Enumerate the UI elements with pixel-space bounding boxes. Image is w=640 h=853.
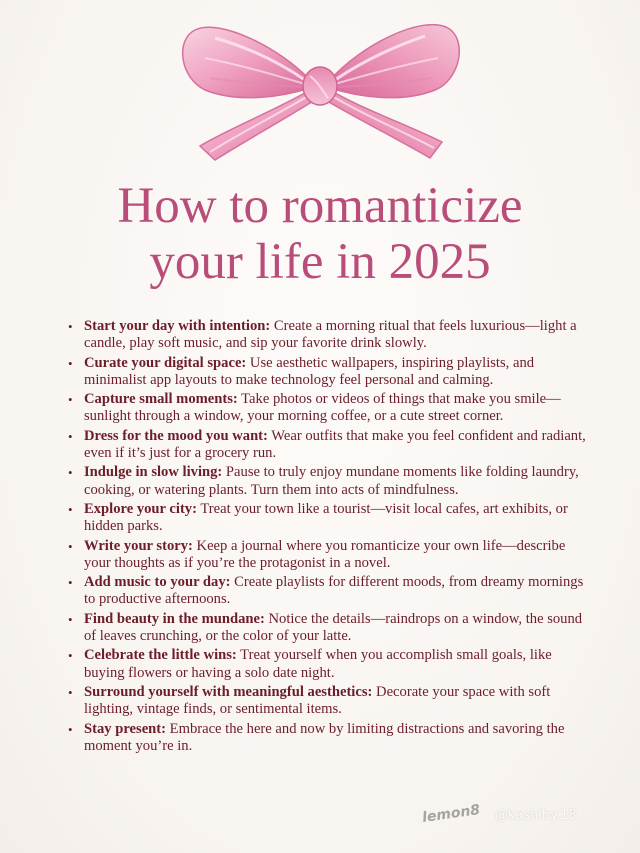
- tip-item: [68, 721, 588, 756]
- tip-text: Embrace the here and now by limiting distractions and savoring the moment you’re in.: [84, 720, 565, 754]
- bullet-icon: •: [68, 428, 73, 444]
- tip-text: Treat yourself when you accomplish small goals, like buying flowers or having a solo date night.: [84, 647, 552, 681]
- tip-heading: Write your story:: [84, 537, 193, 554]
- tip-item: [68, 611, 588, 646]
- bullet-icon: •: [68, 648, 73, 664]
- tip-item: [68, 574, 588, 609]
- bullet-icon: •: [68, 319, 73, 334]
- tip-item: [68, 355, 588, 390]
- tip-text: Keep a journal where you romanticize your own life—describe your thoughts as if you’re the protagonist in a novel.: [84, 537, 566, 571]
- tip-heading: Capture small moments:: [84, 391, 238, 408]
- tip-text: Pause to truly enjoy mundane moments like folding laundry, cooking, or watering plants. Turn them into acts of mindfulness.: [84, 464, 579, 498]
- pink-bow-illustration: [160, 8, 480, 163]
- bullet-icon: •: [68, 501, 73, 517]
- bullet-icon: •: [68, 684, 73, 700]
- title-line-1: How to romanticize: [117, 178, 523, 234]
- tip-heading: Find beauty in the mundane:: [84, 610, 265, 627]
- tip-heading: Curate your digital space:: [84, 354, 247, 371]
- tip-text: Create playlists for different moods, from dreamy mornings to productive afternoons.: [84, 574, 584, 608]
- lemon8-watermark: lemon8: [421, 802, 482, 826]
- tip-text: Decorate your space with soft lighting, vintage finds, or sentimental items.: [84, 683, 551, 718]
- tip-heading: Start your day with intention:: [84, 318, 271, 334]
- tip-heading: Surround yourself with meaningful aesthetics:: [84, 683, 373, 700]
- tip-item: [68, 428, 588, 463]
- bullet-icon: •: [68, 392, 73, 408]
- tip-text: Notice the details—raindrops on a window, the sound of leaves crunching, or the color of your latte.: [84, 610, 583, 645]
- tip-heading: Celebrate the little wins:: [84, 647, 237, 664]
- bullet-icon: •: [68, 575, 73, 591]
- tip-text: Take photos or videos of things that make you smile—sunlight through a window, your morning coffee, or a cute street corner.: [84, 391, 561, 425]
- bullet-icon: •: [68, 538, 73, 554]
- tip-heading: Stay present:: [84, 720, 167, 737]
- bullet-icon: •: [68, 465, 73, 481]
- bullet-icon: •: [68, 355, 73, 371]
- tip-heading: Dress for the mood you want:: [84, 427, 268, 444]
- tip-text: Create a morning ritual that feels luxurious—light a candle, play soft music, and sip your favorite drink slowly.: [84, 318, 577, 352]
- title-line-2: your life in 2025: [149, 234, 491, 290]
- tip-item: [68, 647, 588, 682]
- tip-item: [68, 464, 588, 499]
- tip-item: [68, 318, 588, 353]
- tip-item: [68, 538, 588, 573]
- tip-text: Treat your town like a tourist—visit local cafes, art exhibits, or hidden parks.: [84, 500, 568, 535]
- creator-handle-watermark: @kashiby.18: [495, 808, 577, 823]
- tip-item: [68, 391, 588, 426]
- tips-list: [68, 318, 588, 757]
- tip-heading: Add music to your day:: [84, 574, 231, 591]
- tip-heading: Indulge in slow living:: [84, 464, 223, 481]
- tip-item: [68, 501, 588, 536]
- tip-text: Use aesthetic wallpapers, inspiring playlists, and minimalist app layouts to make technology feel personal and calming.: [84, 354, 535, 388]
- tip-item: [68, 684, 588, 719]
- bullet-icon: •: [68, 721, 73, 737]
- tip-heading: Explore your city:: [84, 500, 197, 517]
- bullet-icon: •: [68, 611, 73, 627]
- tip-text: Wear outfits that make you feel confident and radiant, even if it’s just for a grocery run.: [84, 427, 586, 462]
- page-title: [0, 178, 640, 290]
